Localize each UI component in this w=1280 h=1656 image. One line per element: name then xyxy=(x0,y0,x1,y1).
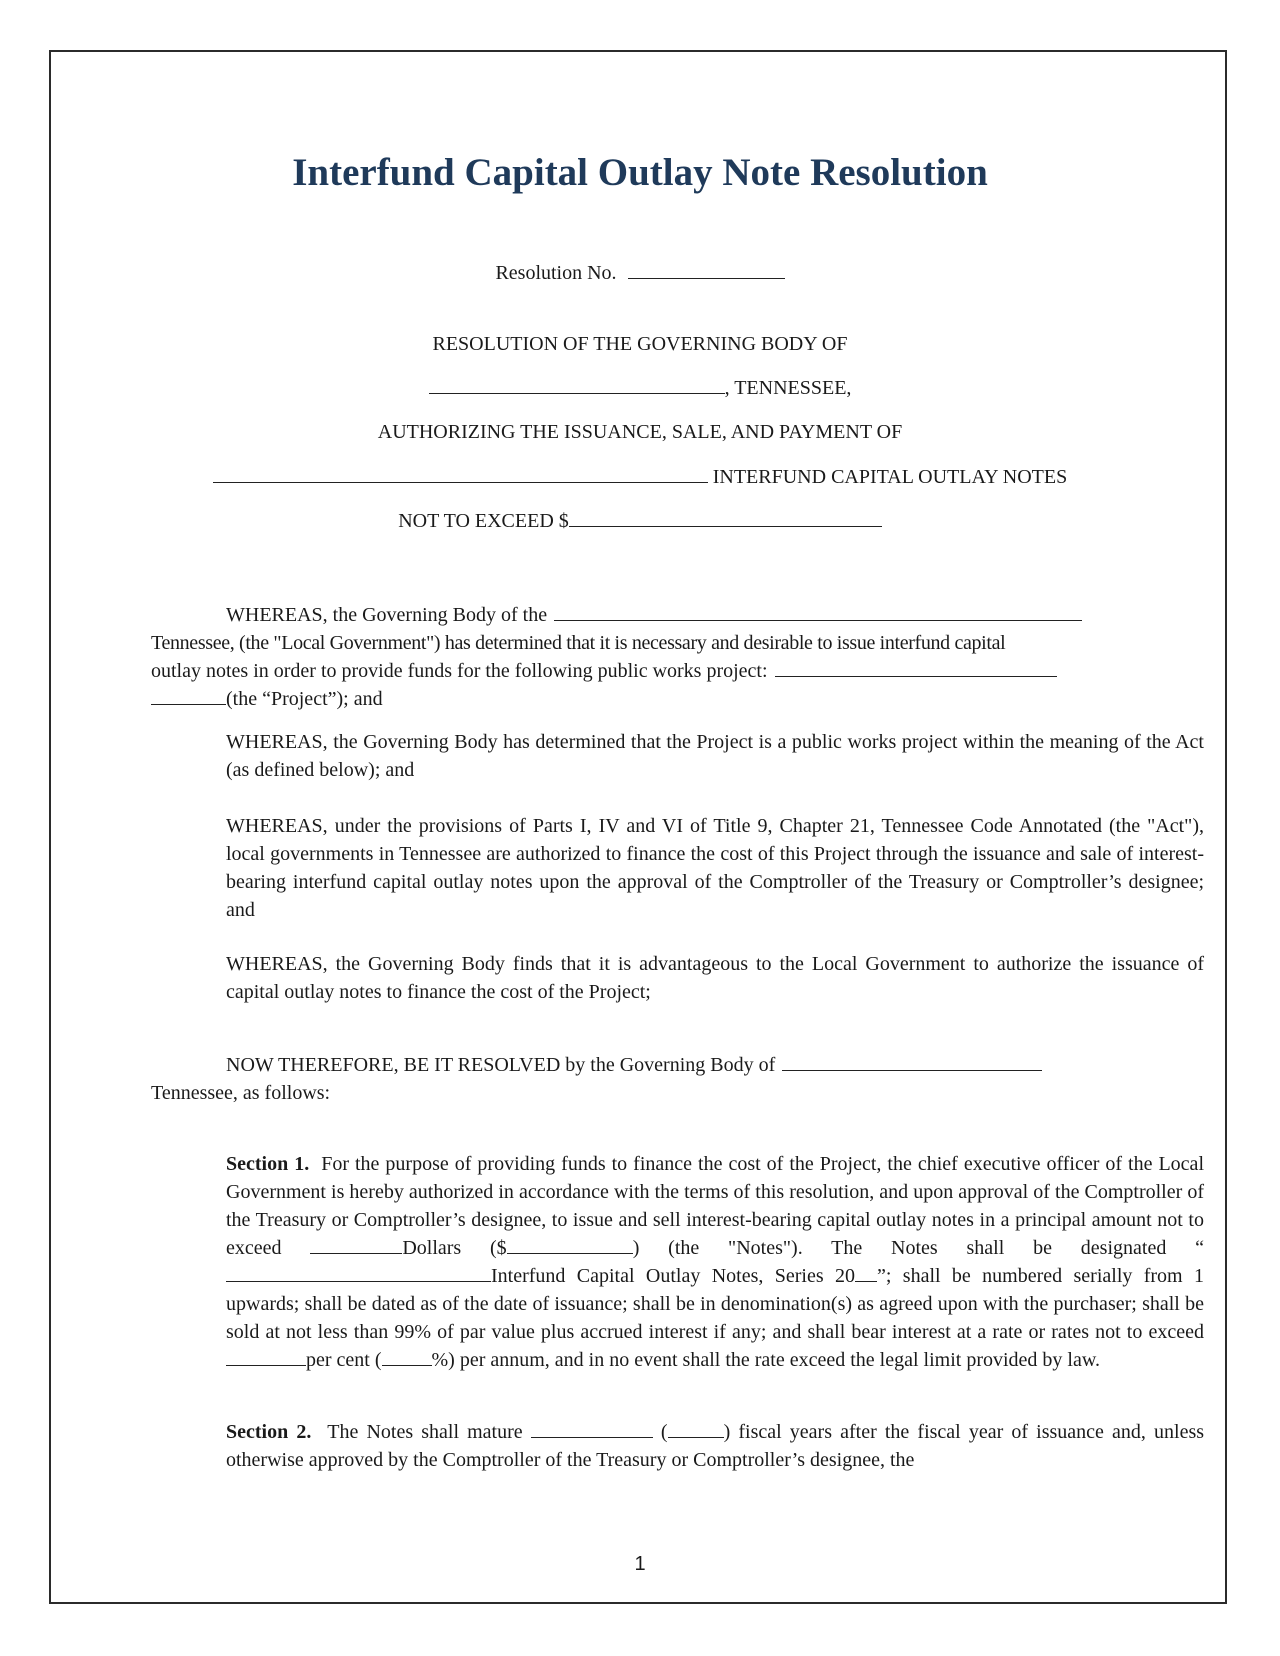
project-blank-continued[interactable] xyxy=(151,703,226,705)
maturity-words-blank[interactable] xyxy=(531,1436,653,1438)
resolution-number-line xyxy=(0,262,1280,285)
page-number: 1 xyxy=(634,1553,646,1575)
section-1-text-7: %) per annum, and in no event shall the rate exceed the legal limit provided by law. xyxy=(431,1349,1100,1371)
section-2-text-2: ( xyxy=(660,1421,668,1443)
max-amount-blank[interactable] xyxy=(569,525,882,527)
whereas-paragraph-4: WHEREAS, the Governing Body finds that it is advantageous to the Local Government to authorize the issuance of capital outlay notes to finance the cost of the Project; xyxy=(226,953,1204,1003)
amount-words-blank[interactable] xyxy=(213,481,708,483)
rate-number-blank[interactable] xyxy=(382,1364,432,1366)
whereas-paragraph-2: WHEREAS, the Governing Body has determined that the Project is a public works project within the meaning of the Act (as defined below); and xyxy=(226,731,1204,781)
resolved-text-a: NOW THEREFORE, BE IT RESOLVED by the Governing Body of xyxy=(226,1054,776,1076)
section-1-label: Section 1. xyxy=(226,1153,310,1175)
series-name-blank[interactable] xyxy=(226,1280,491,1282)
whereas-1-text-c: outlay notes in order to provide funds for the following public works project: xyxy=(151,660,768,682)
section-1-paragraph xyxy=(151,1150,1204,1374)
header-line-3: AUTHORIZING THE ISSUANCE, SALE, AND PAYMENT OF xyxy=(377,421,903,443)
maturity-number-blank[interactable] xyxy=(668,1436,724,1438)
header-line-2 xyxy=(0,377,1280,400)
document-title: Interfund Capital Outlay Note Resolution xyxy=(292,151,988,194)
series-year-blank[interactable] xyxy=(855,1280,877,1282)
section-2-text-1: The Notes shall mature xyxy=(327,1421,523,1443)
header-line-1: RESOLUTION OF THE GOVERNING BODY OF xyxy=(432,333,848,355)
section-2-label: Section 2. xyxy=(226,1421,312,1443)
rate-words-blank[interactable] xyxy=(226,1364,306,1366)
resolved-text-b: Tennessee, as follows: xyxy=(151,1082,331,1104)
section-1-text-2: Dollars ($ xyxy=(402,1237,507,1259)
principal-amount-blank[interactable] xyxy=(507,1252,633,1254)
whereas-1-text-b: Tennessee, (the "Local Government") has determined that it is necessary and desirable to issue interfund capital xyxy=(151,632,1006,654)
header-line-4-text: INTERFUND CAPITAL OUTLAY NOTES xyxy=(712,466,1068,488)
header-line-4 xyxy=(0,466,1280,489)
section-1-text-4: Interfund Capital Outlay Notes, Series 20 xyxy=(491,1265,855,1287)
header-line-2-text: , TENNESSEE, xyxy=(724,377,852,399)
section-2-paragraph xyxy=(151,1418,1204,1474)
section-1-text-1: For the purpose of providing funds to finance the cost of the Project, the chief executive officer of the Local Government is hereby authorized in accordance with the terms of this resolution, and upon approval of the Comptroller of the Treasury or Comptroller’s designee, to issue and sell interest-bearing capital outlay notes in a principal amount not to exceed xyxy=(226,1153,1204,1259)
government-blank[interactable] xyxy=(554,619,1082,621)
header-line-5-text: NOT TO EXCEED $ xyxy=(398,510,569,532)
header-line-5 xyxy=(0,510,1280,533)
section-2-text-3: ) fiscal years after the fiscal year of issuance and, unless otherwise approved by the Comptroller of the Treasury or Comptroller’s designee, the xyxy=(226,1421,1205,1471)
project-blank[interactable] xyxy=(775,675,1057,677)
section-1-text-3: ) (the "Notes"). The Notes shall be designated “ xyxy=(632,1237,1204,1259)
government-name-blank[interactable] xyxy=(429,392,725,394)
resolution-number-blank[interactable] xyxy=(628,277,785,279)
principal-words-blank[interactable] xyxy=(310,1252,402,1254)
section-1-text-6: per cent ( xyxy=(306,1349,382,1371)
whereas-1-text-a: WHEREAS, the Governing Body of the xyxy=(226,604,548,626)
resolved-paragraph xyxy=(151,1051,1129,1107)
whereas-paragraph-1 xyxy=(151,601,1129,713)
whereas-1-text-d: (the “Project”); and xyxy=(226,688,383,710)
resolution-number-label: Resolution No. xyxy=(495,262,617,284)
section-1-text-5: ”; shall be numbered serially from 1 upwards; shall be dated as of the date of issuance; shall be in denomination(s) as agreed upon with the purchaser; shall be sold at not less than 99% of par value plus accrued interest if any; and shall bear interest at a rate or rates not to exceed xyxy=(226,1265,1204,1343)
governing-body-blank[interactable] xyxy=(782,1069,1042,1071)
whereas-paragraph-3: WHEREAS, under the provisions of Parts I, IV and VI of Title 9, Chapter 21, Tennessee Code Annotated (the "Act"), local governments in Tennessee are authorized to finance the cost of this Project through the issuance and sale of interest-bearing interfund capital outlay notes upon the approval of the Comptroller of the Treasury or Comptroller’s designee; and xyxy=(226,815,1204,921)
